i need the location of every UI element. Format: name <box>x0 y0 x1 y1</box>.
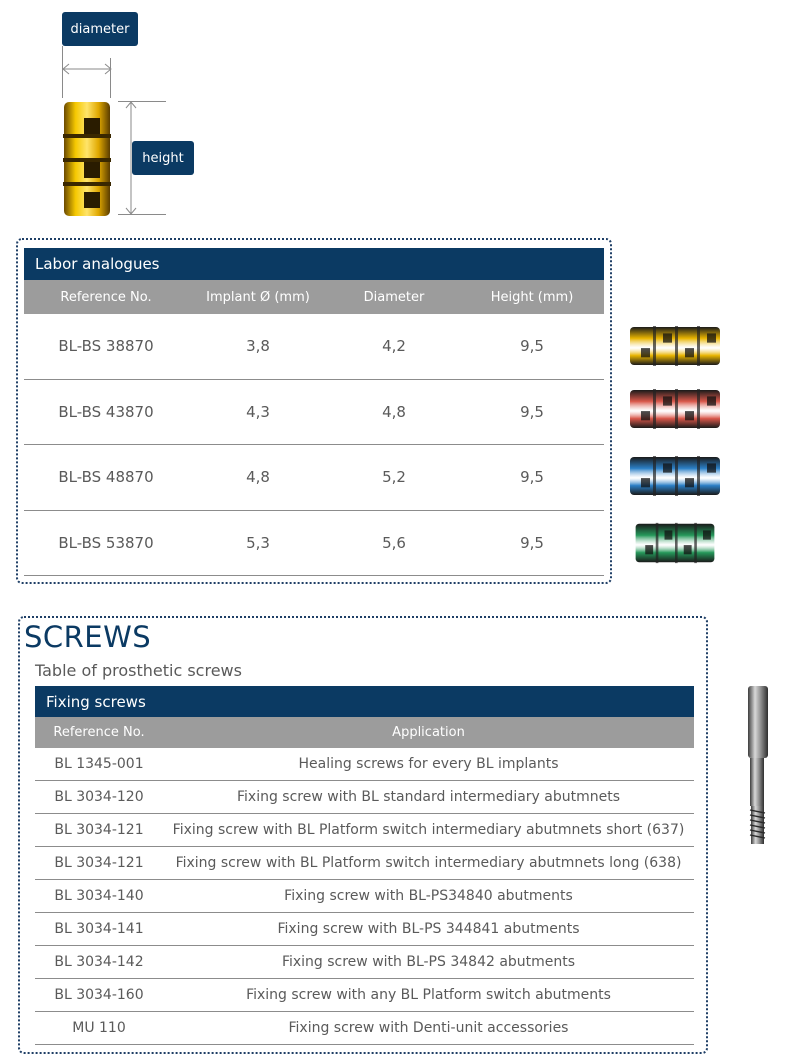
height-arrow <box>124 100 138 216</box>
cell-reference: BL-BS 43870 <box>58 402 154 421</box>
cell-reference: BL 3034-160 <box>54 987 144 1003</box>
table-row <box>24 380 604 446</box>
cell-height: 9,5 <box>520 337 544 356</box>
table-row <box>35 880 694 913</box>
cell-application: Fixing screw with BL standard intermediary abutmnets <box>236 789 621 805</box>
cell-implant: 3,8 <box>246 337 270 356</box>
screws-heading: SCREWS <box>24 620 152 654</box>
fixing-screws-title: Fixing screws <box>35 686 694 717</box>
cell-reference: BL 3034-120 <box>54 789 144 805</box>
screws-subtitle: Table of prosthetic screws <box>35 661 242 680</box>
analogue-gold-image <box>629 325 721 367</box>
cell-reference: BL 3034-121 <box>54 822 144 838</box>
cell-implant: 4,3 <box>246 402 270 421</box>
table-row <box>35 1012 694 1045</box>
cell-application: Fixing screw with any BL Platform switch abutments <box>246 987 611 1003</box>
table-row <box>24 445 604 511</box>
cell-reference: BL-BS 53870 <box>58 533 154 552</box>
col-height: Height (mm) <box>490 289 574 305</box>
table-row <box>35 748 694 781</box>
analogue-green-image <box>629 522 721 564</box>
table-row <box>24 511 604 577</box>
cell-reference: BL 1345-001 <box>54 756 144 772</box>
col-reference-no: Reference No. <box>60 289 152 305</box>
col-implant-diameter: Implant Ø (mm) <box>206 289 310 305</box>
col-diameter: Diameter <box>363 289 425 305</box>
fixing-screw-image <box>744 684 772 846</box>
cell-application: Fixing screw with BL-PS 344841 abutments <box>277 921 580 937</box>
diameter-label: diameter <box>62 12 138 46</box>
diameter-arrow <box>60 62 114 76</box>
cell-diameter: 4,2 <box>382 337 406 356</box>
analogue-vertical-gold-image <box>62 100 112 218</box>
cell-reference: BL 3034-140 <box>54 888 144 904</box>
cell-application: Fixing screw with BL Platform switch intermediary abutmnets long (638) <box>175 855 682 871</box>
table-row <box>35 847 694 880</box>
cell-application: Fixing screw with BL-PS 34842 abutments <box>281 954 576 970</box>
labor-analogues-title: Labor analogues <box>24 248 604 280</box>
cell-implant: 5,3 <box>246 533 270 552</box>
cell-diameter: 5,6 <box>382 533 406 552</box>
table-row <box>35 781 694 814</box>
height-label: height <box>132 141 194 175</box>
cell-application: Fixing screw with BL-PS34840 abutments <box>284 888 573 904</box>
labor-analogues-header <box>24 280 604 314</box>
table-row <box>35 946 694 979</box>
cell-application: Healing screws for every BL implants <box>298 756 559 772</box>
cell-height: 9,5 <box>520 402 544 421</box>
cell-reference: BL 3034-141 <box>54 921 144 937</box>
cell-reference: BL-BS 38870 <box>58 337 154 356</box>
cell-application: Fixing screw with Denti-unit accessories <box>288 1020 569 1036</box>
cell-implant: 4,8 <box>246 468 270 487</box>
table-row <box>24 314 604 380</box>
cell-reference: BL 3034-142 <box>54 954 144 970</box>
cell-reference: BL 3034-121 <box>54 855 144 871</box>
cell-reference: BL-BS 48870 <box>58 468 154 487</box>
table-row <box>35 913 694 946</box>
cell-reference: MU 110 <box>72 1020 126 1036</box>
table-row <box>35 979 694 1012</box>
col-application: Application <box>392 725 465 740</box>
fixing-screws-header <box>35 717 694 748</box>
analogue-red-image <box>629 388 721 430</box>
cell-application: Fixing screw with BL Platform switch intermediary abutmnets short (637) <box>172 822 685 838</box>
cell-height: 9,5 <box>520 468 544 487</box>
cell-height: 9,5 <box>520 533 544 552</box>
analogue-blue-image <box>629 455 721 497</box>
cell-diameter: 5,2 <box>382 468 406 487</box>
col-reference-no: Reference No. <box>53 725 145 740</box>
table-row <box>35 814 694 847</box>
cell-diameter: 4,8 <box>382 402 406 421</box>
